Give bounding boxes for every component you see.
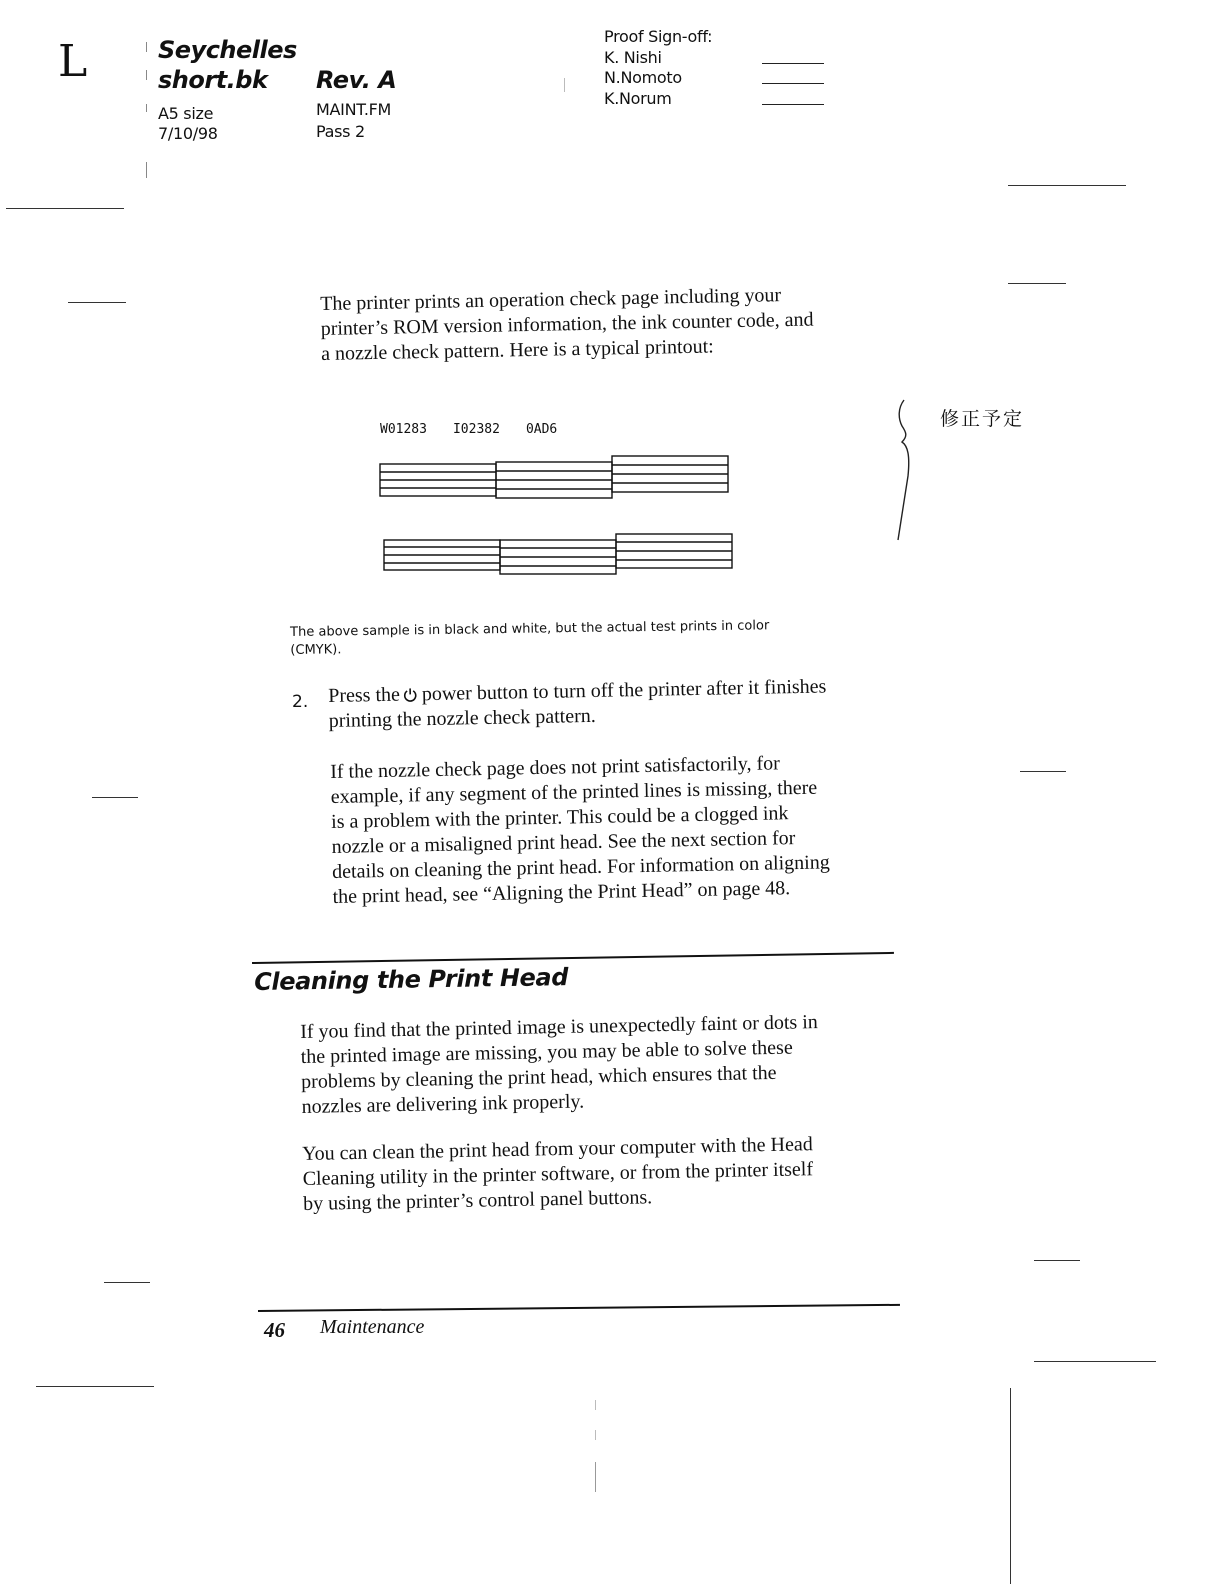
rom-version-code: W01283 bbox=[380, 422, 427, 437]
footer-section-name: Maintenance bbox=[320, 1316, 425, 1338]
handwritten-note: 修正予定 bbox=[940, 408, 1025, 430]
paragraph-line: nozzles are delivering ink properly. bbox=[301, 1090, 585, 1118]
margin-mark bbox=[1034, 1361, 1156, 1362]
section-paragraph-2 bbox=[302, 1132, 814, 1217]
handwritten-brace bbox=[890, 396, 920, 544]
caption-line: (CMYK). bbox=[290, 642, 342, 658]
sample-caption bbox=[290, 617, 770, 660]
signer-name: N.Nomoto bbox=[604, 68, 682, 87]
paragraph-line: the print head, see “Aligning the Print Head” on page 48. bbox=[332, 877, 791, 908]
intro-line: a nozzle check pattern. Here is a typical printout: bbox=[320, 335, 714, 365]
margin-mark bbox=[6, 208, 124, 209]
intro-paragraph bbox=[320, 283, 814, 367]
margin-mark bbox=[1008, 185, 1126, 186]
signature-line bbox=[762, 104, 824, 105]
paragraph-line: details on cleaning the print head. For information on aligning bbox=[331, 851, 830, 883]
paragraph-line: problems by cleaning the print head, which ensures that the bbox=[300, 1061, 777, 1093]
ink-counter-code: I02382 bbox=[452, 422, 500, 437]
revision: Rev. A bbox=[316, 66, 397, 94]
page-number: 46 bbox=[264, 1318, 285, 1342]
margin-vertical-mark bbox=[1010, 1388, 1011, 1584]
nozzle-block bbox=[612, 456, 728, 492]
nozzle-block bbox=[496, 462, 612, 498]
nozzle-block bbox=[384, 540, 500, 570]
nozzle-pattern-row-2 bbox=[384, 534, 732, 574]
section-title: Cleaning the Print Head bbox=[254, 963, 569, 996]
pass-number: Pass 2 bbox=[316, 122, 365, 141]
troubleshoot-paragraph bbox=[330, 750, 830, 910]
margin-mark bbox=[1034, 1260, 1080, 1261]
nozzle-check-pattern bbox=[370, 448, 750, 588]
paragraph-line: is a problem with the printer. This could be a clogged ink bbox=[330, 802, 789, 833]
footer-rule bbox=[258, 1304, 900, 1312]
intro-line: The printer prints an operation check page including your bbox=[320, 284, 782, 315]
checksum-code: 0AD6 bbox=[525, 422, 558, 437]
power-icon bbox=[403, 684, 417, 700]
section-paragraph-1 bbox=[300, 1010, 819, 1120]
printout-codes bbox=[380, 420, 579, 438]
tick-mark bbox=[146, 104, 147, 112]
section-rule bbox=[252, 952, 894, 964]
nozzle-block bbox=[616, 534, 732, 568]
margin-mark bbox=[36, 1386, 154, 1387]
signer-name: K.Norum bbox=[604, 89, 672, 108]
nozzle-block bbox=[500, 540, 616, 574]
step-text: power button to turn off the printer after it finishes bbox=[416, 675, 827, 706]
nozzle-pattern-row-1 bbox=[380, 456, 728, 498]
margin-mark bbox=[92, 797, 138, 798]
step-number: 2. bbox=[292, 692, 309, 712]
book-title: Seychelles bbox=[158, 36, 297, 64]
nozzle-block bbox=[380, 464, 496, 496]
step-2-text bbox=[328, 674, 827, 734]
step-text: Press the bbox=[328, 683, 401, 707]
paragraph-line: If you find that the printed image is unexpectedly faint or dots in bbox=[300, 1011, 819, 1043]
paragraph-line: You can clean the print head from your computer with the Head bbox=[302, 1133, 813, 1165]
paragraph-line: Cleaning utility in the printer software, or from the printer itself bbox=[302, 1158, 814, 1190]
margin-mark bbox=[104, 1282, 150, 1283]
intro-line: printer’s ROM version information, the ink counter code, and bbox=[320, 308, 814, 340]
paragraph-line: If the nozzle check page does not print satisfactorily, for bbox=[330, 752, 780, 783]
paragraph-line: by using the printer’s control panel buttons. bbox=[302, 1186, 653, 1215]
tick-mark bbox=[595, 1462, 596, 1492]
margin-mark bbox=[1020, 771, 1066, 772]
tick-mark bbox=[595, 1430, 596, 1440]
tick-mark bbox=[595, 1400, 596, 1410]
file-name: short.bk bbox=[158, 66, 268, 94]
tick-mark bbox=[146, 42, 147, 52]
frame-file: MAINT.FM bbox=[316, 100, 392, 119]
tick-mark bbox=[146, 162, 147, 178]
paragraph-line: nozzle or a misaligned print head. See the next section for bbox=[331, 827, 796, 858]
margin-mark bbox=[68, 302, 126, 303]
tick-mark bbox=[564, 78, 565, 92]
caption-line: The above sample is in black and white, but the actual test prints in color bbox=[290, 618, 770, 640]
corner-mark: L bbox=[58, 36, 88, 87]
proof-signoff-label: Proof Sign-off: bbox=[604, 27, 713, 46]
step-text: printing the nozzle check pattern. bbox=[328, 704, 596, 732]
tick-mark bbox=[146, 70, 147, 80]
paragraph-line: example, if any segment of the printed lines is missing, there bbox=[330, 776, 818, 808]
doc-date: 7/10/98 bbox=[158, 124, 218, 143]
signature-line bbox=[762, 83, 824, 84]
page-size: A5 size bbox=[158, 104, 214, 123]
paragraph-line: the printed image are missing, you may be able to solve these bbox=[300, 1036, 793, 1068]
signer-name: K. Nishi bbox=[604, 48, 662, 67]
margin-mark bbox=[1008, 283, 1066, 284]
signature-line bbox=[762, 63, 824, 64]
